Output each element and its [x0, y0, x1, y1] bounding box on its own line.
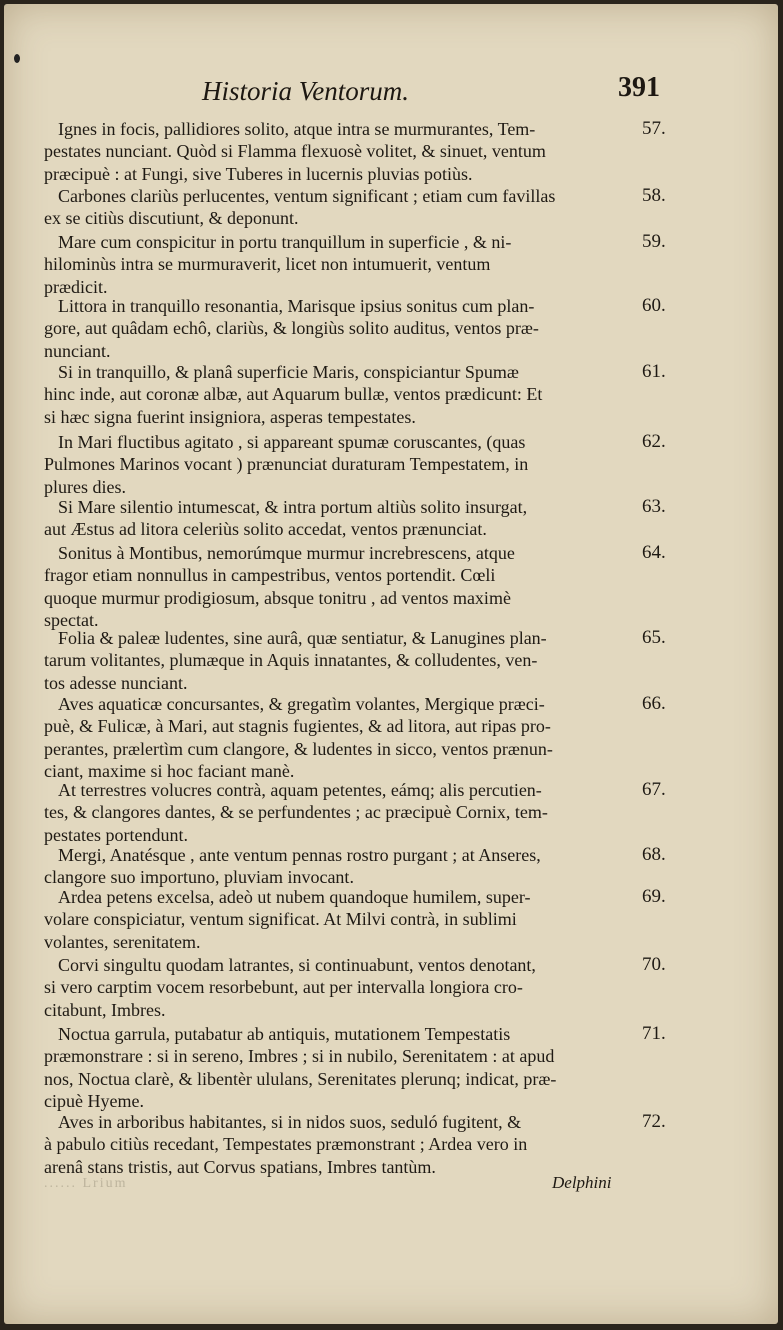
entry-line: Ardea petens excelsa, adeò ut nubem quandoque humilem, super- — [58, 887, 531, 907]
entry-line: plures dies. — [44, 476, 126, 497]
entry-line: si vero carptim vocem resorbebunt, aut per intervalla longiora cro- — [44, 977, 523, 998]
entry-line: Sonitus à Montibus, nemorúmque murmur increbrescens, atque — [58, 543, 515, 563]
entry-line: tos adesse nunciant. — [44, 672, 188, 693]
entry-line: puè, & Fulicæ, à Mari, aut stagnis fugientes, & ad litora, aut ripas pro- — [44, 716, 551, 737]
entry-line: Pulmones Marinos vocant ) prænunciat duraturam Tempestatem, in — [44, 454, 529, 475]
entry-line: Si Mare silentio intumescat, & intra portum altiùs solito insurgat, — [58, 497, 528, 517]
entry-number: 65. — [642, 627, 666, 648]
entry-number: 63. — [642, 496, 666, 517]
entry-number: 60. — [642, 295, 666, 316]
entry-line: hinc inde, aut coronæ albæ, aut Aquarum bullæ, ventos prædicunt: Et — [44, 384, 543, 405]
entry-line: Folia & paleæ ludentes, sine aurâ, quæ sentiatur, & Lanugines plan- — [58, 628, 547, 648]
entry-number: 68. — [642, 844, 666, 865]
page-header — [4, 72, 778, 116]
entry-line: quoque murmur prodigiosum, absque tonitru , ad ventos maximè — [44, 587, 511, 608]
entry-line: Noctua garrula, putabatur ab antiquis, mutationem Tempestatis — [58, 1024, 511, 1044]
entry-line: At terrestres volucres contrà, aquam petentes, eámq; alis percutien- — [58, 780, 542, 800]
entry-line: Littora in tranquillo resonantia, Marisque ipsius sonitus cum plan- — [58, 296, 535, 316]
entry-line: nunciant. — [44, 340, 111, 361]
entry-line: spectat. — [44, 610, 99, 631]
entry-line: clangore suo importuno, pluviam invocant. — [44, 867, 354, 888]
entry-line: Mare cum conspicitur in portu tranquillum in superficie , & ni- — [58, 232, 512, 252]
entry-line: tes, & clangores dantes, & se perfundentes ; ac præcipuè Cornix, tem- — [44, 802, 548, 823]
entry-number: 67. — [642, 779, 666, 800]
entry-line: ex se citiùs discutiunt, & deponunt. — [44, 208, 299, 229]
entry-line: In Mari fluctibus agitato , si appareant spumæ coruscantes, (quas — [58, 432, 526, 452]
entry-line: Mergi, Anatésque , ante ventum pennas rostro purgant ; at Anseres, — [58, 845, 541, 865]
entry-line: Carbones clariùs perlucentes, ventum significant ; etiam cum favillas — [58, 186, 556, 206]
entry-line: pestates nunciant. Quòd si Flamma flexuosè volitet, & sinuet, ventum — [44, 141, 546, 162]
entry-line: volantes, serenitatem. — [44, 931, 201, 952]
bleed-through-text: ...... Lrium — [44, 1176, 128, 1191]
catchword: Delphini — [552, 1173, 612, 1192]
running-title: Historia Ventorum. — [202, 76, 410, 106]
entry-line: cipuè Hyeme. — [44, 1091, 144, 1112]
entry-line: à pabulo citiùs recedant, Tempestates præmonstrant ; Ardea vero in — [44, 1134, 528, 1155]
entry-number: 69. — [642, 886, 666, 907]
entry-line: tarum volitantes, plumæque in Aquis innatantes, & colludentes, ven- — [44, 650, 538, 671]
entry-number: 71. — [642, 1023, 666, 1044]
entry-line: si hæc signa fuerint insigniora, asperas tempestates. — [44, 406, 416, 427]
entry-line: Aves aquaticæ concursantes, & gregatìm volantes, Mergique præci- — [58, 694, 545, 714]
entry-number: 57. — [642, 118, 666, 139]
entry-line: pestates portendunt. — [44, 824, 188, 845]
entry-line: ciant, maxime si hoc faciant manè. — [44, 761, 295, 782]
entry-line: citabunt, Imbres. — [44, 999, 166, 1020]
entry-number: 66. — [642, 693, 666, 714]
entry-line: hilominùs intra se murmuraverit, licet non intumuerit, ventum — [44, 254, 491, 275]
entry-line: præmonstrare : si in sereno, Imbres ; si in nubilo, Serenitatem : at apud — [44, 1046, 555, 1067]
entry-line: arenâ stans tristis, aut Corvus spatians, Imbres tantùm. — [44, 1156, 436, 1177]
entry-line: Ignes in focis, pallidiores solito, atque intra se murmurantes, Tem- — [58, 119, 536, 139]
entry-line: perantes, prælertìm cum clangore, & ludentes in sicco, ventos prænun- — [44, 738, 553, 759]
entry-number: 64. — [642, 542, 666, 563]
entry-line: prædicit. — [44, 276, 108, 297]
book-page — [4, 4, 778, 1324]
entry-line: Aves in arboribus habitantes, si in nidos suos, seduló fugitent, & — [58, 1112, 522, 1132]
entry-number: 72. — [642, 1111, 666, 1132]
entry-line: præcipuè : at Fungi, sive Tuberes in lucernis pluvias potiùs. — [44, 163, 473, 184]
entry-line: Si in tranquillo, & planâ superficie Maris, conspiciantur Spumæ — [58, 362, 519, 382]
entry-line: gore, aut quâdam echô, clariùs, & longiùs solito auditus, ventos præ- — [44, 318, 539, 339]
entry-line: aut Æstus ad litora celeriùs solito accedat, ventos prænunciat. — [44, 519, 487, 540]
entry-line: nos, Noctua clarè, & libentèr ululans, Serenitates plerunq; indicat, præ- — [44, 1068, 557, 1089]
entry-number: 58. — [642, 185, 666, 206]
ink-spot — [14, 54, 20, 63]
entry-line: fragor etiam nonnullus in campestribus, ventos portendit. Cœli — [44, 565, 496, 586]
page-number: 391 — [618, 72, 660, 103]
entry-line: volare conspiciatur, ventum significat. At Milvi contrà, in sublimi — [44, 909, 517, 930]
entry-number: 61. — [642, 361, 666, 382]
entry-number: 62. — [642, 431, 666, 452]
entry-number: 70. — [642, 954, 666, 975]
entry-line: Corvi singultu quodam latrantes, si continuabunt, ventos denotant, — [58, 955, 536, 975]
entry-number: 59. — [642, 231, 666, 252]
